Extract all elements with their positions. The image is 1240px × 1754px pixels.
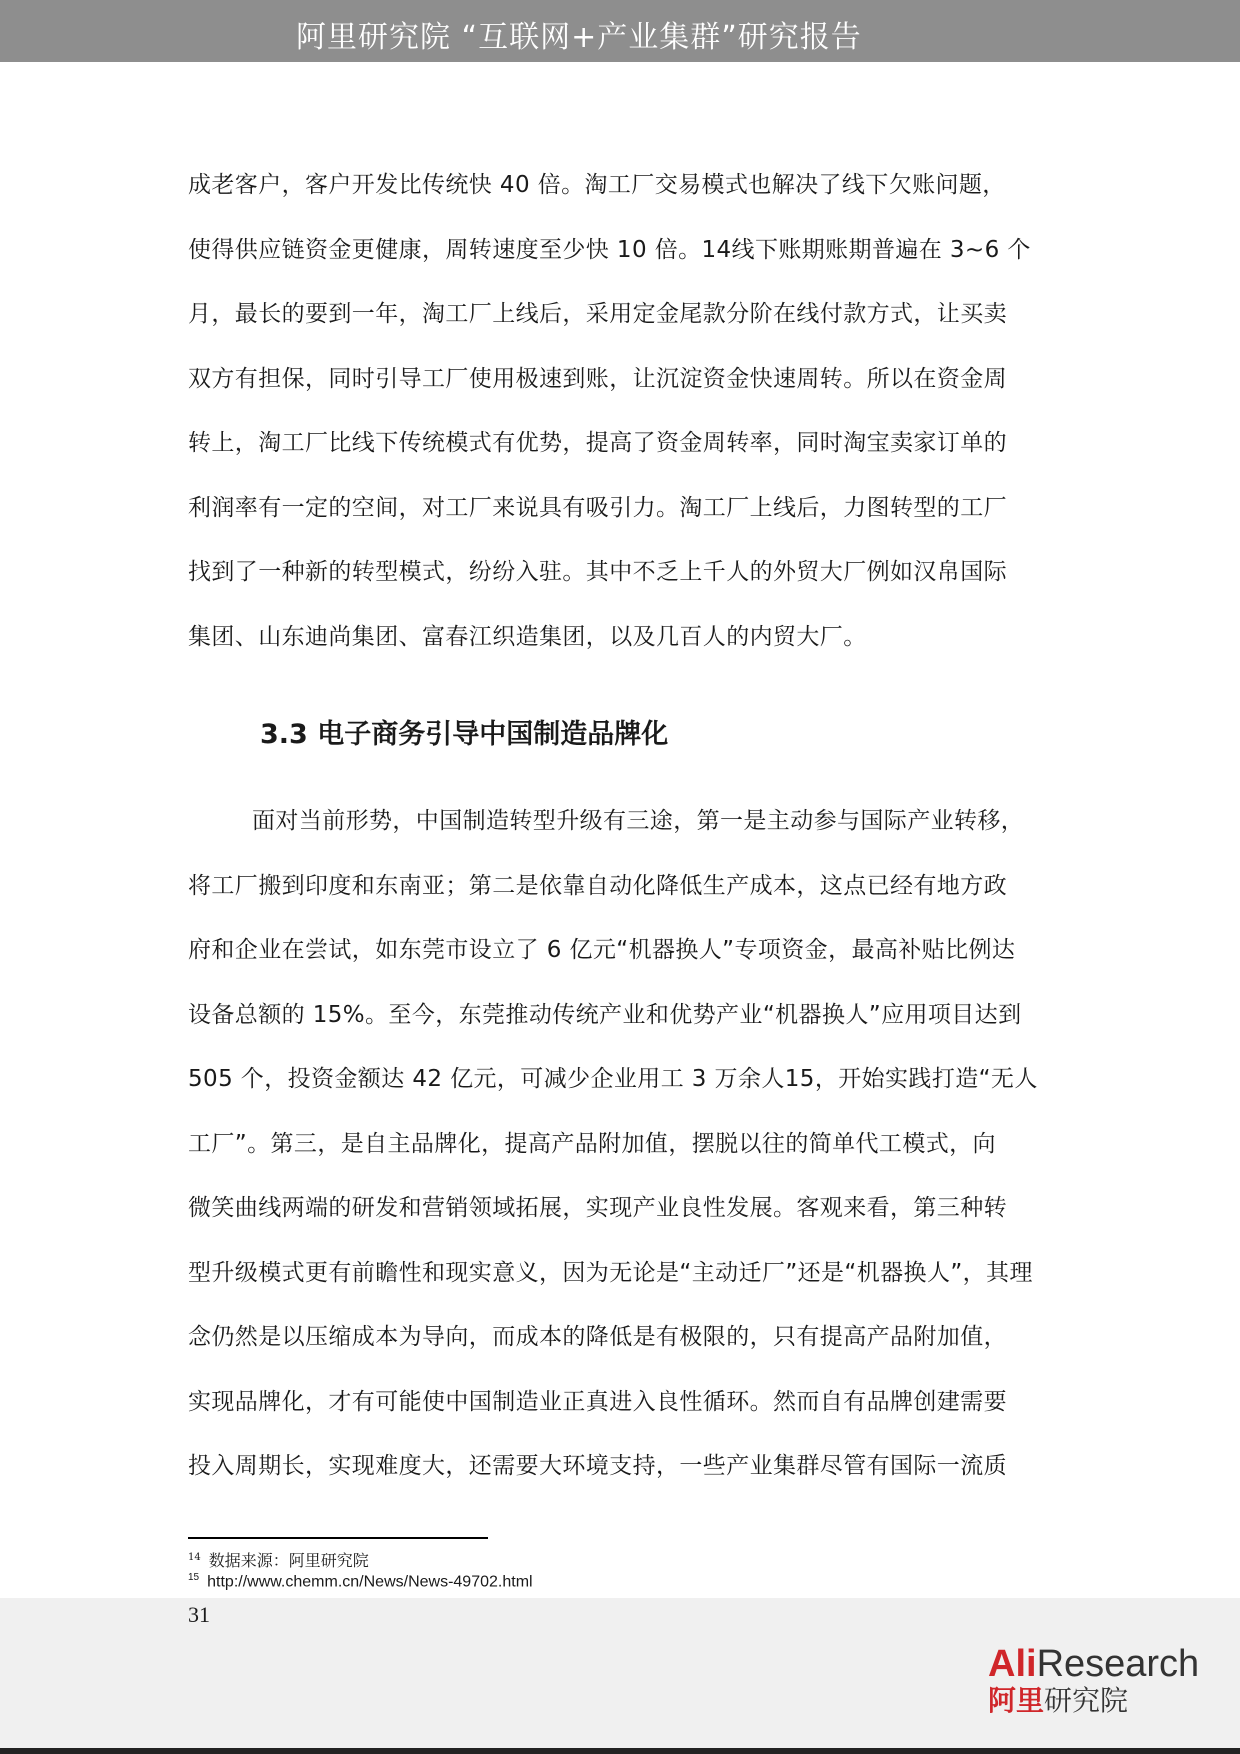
text-line: 微笑曲线两端的研发和营销领域拓展，实现产业良性发展。客观来看，第三种转 [188,1195,1007,1221]
logo-cn-ali: 阿里 [988,1684,1045,1717]
text-line: 面对当前形势，中国制造转型升级有三途，第一是主动参与国际产业转移， [252,808,1025,834]
text-line: 设备总额的 15%。至今，东莞推动传统产业和优势产业“机器换人”应用项目达到 [188,1001,1022,1028]
page-header [0,0,1240,62]
footnote-marker: 15 [188,1572,200,1583]
text-line: 双方有担保，同时引导工厂使用极速到账，让沉淀资金快速周转。所以在资金周 [188,365,1007,392]
text-line: 投入周期长，实现难度大，还需要大环境支持，一些产业集群尽管有国际一流质 [188,1453,1007,1479]
text-line: 念仍然是以压缩成本为导向，而成本的降低是有极限的，只有提高产品附加值， [188,1324,1007,1350]
text-line: 将工厂搬到印度和东南亚；第二是依靠自动化降低生产成本，这点已经有地方政 [188,872,1007,899]
aliresearch-logo [988,1644,1213,1734]
footnote-link[interactable]: http://www.chemm.cn/News/News-49702.html [207,1573,533,1591]
footnote-marker: 14 [188,1551,201,1563]
text-line: 府和企业在尝试，如东莞市设立了 6 亿元“机器换人”专项资金，最高补贴比例达 [188,937,1016,963]
text-line: 利润率有一定的空间，对工厂来说具有吸引力。淘工厂上线后，力图转型的工厂 [188,494,1007,521]
text-line: 成老客户，客户开发比传统快 40 倍。淘工厂交易模式也解决了线下欠账问题， [188,172,1006,198]
text-line: 集团、山东迪尚集团、富春江织造集团，以及几百人的内贸大厂。 [188,623,867,650]
header-title: 阿里研究院 “互联网+产业集群”研究报告 [296,20,862,55]
text-line: 月，最长的要到一年，淘工厂上线后，采用定金尾款分阶在线付款方式，让买卖 [188,301,1007,327]
footnote-15 [188,1572,533,1591]
bottom-edge [0,1748,1240,1754]
page-number: 31 [188,1602,210,1627]
text-line: 工厂”。第三，是自主品牌化，提高产品附加值，摆脱以往的简单代工模式，向 [188,1130,996,1157]
logo-research-text: Research [1036,1643,1200,1685]
section-heading: 3.3 电子商务引导中国制造品牌化 [260,719,669,750]
footnote-14 [188,1548,369,1571]
footnote-text: 数据来源：阿里研究院 [208,1551,369,1570]
text-line: 转上，淘工厂比线下传统模式有优势，提高了资金周转率，同时淘宝卖家订单的 [188,430,1007,456]
paragraph-2 [188,796,1053,1506]
paragraph-1 [188,160,1053,676]
text-line: 型升级模式更有前瞻性和现实意义，因为无论是“主动迁厂”还是“机器换人”，其理 [188,1259,1033,1286]
text-line: 使得供应链资金更健康，周转速度至少快 10 倍。14线下账期账期普遍在 3~6 个 [188,236,1031,263]
logo-ali-text: Ali [988,1643,1037,1685]
footnote-divider [188,1537,488,1539]
text-line: 505 个，投资金额达 42 亿元，可减少企业用工 3 万余人15，开始实践打造“无人 [188,1066,1038,1092]
text-line: 实现品牌化，才有可能使中国制造业正真进入良性循环。然而自有品牌创建需要 [188,1388,1007,1415]
text-line: 找到了一种新的转型模式，纷纷入驻。其中不乏上千人的外贸大厂例如汉帛国际 [188,559,1007,585]
logo-cn-institute: 研究院 [1044,1684,1129,1717]
